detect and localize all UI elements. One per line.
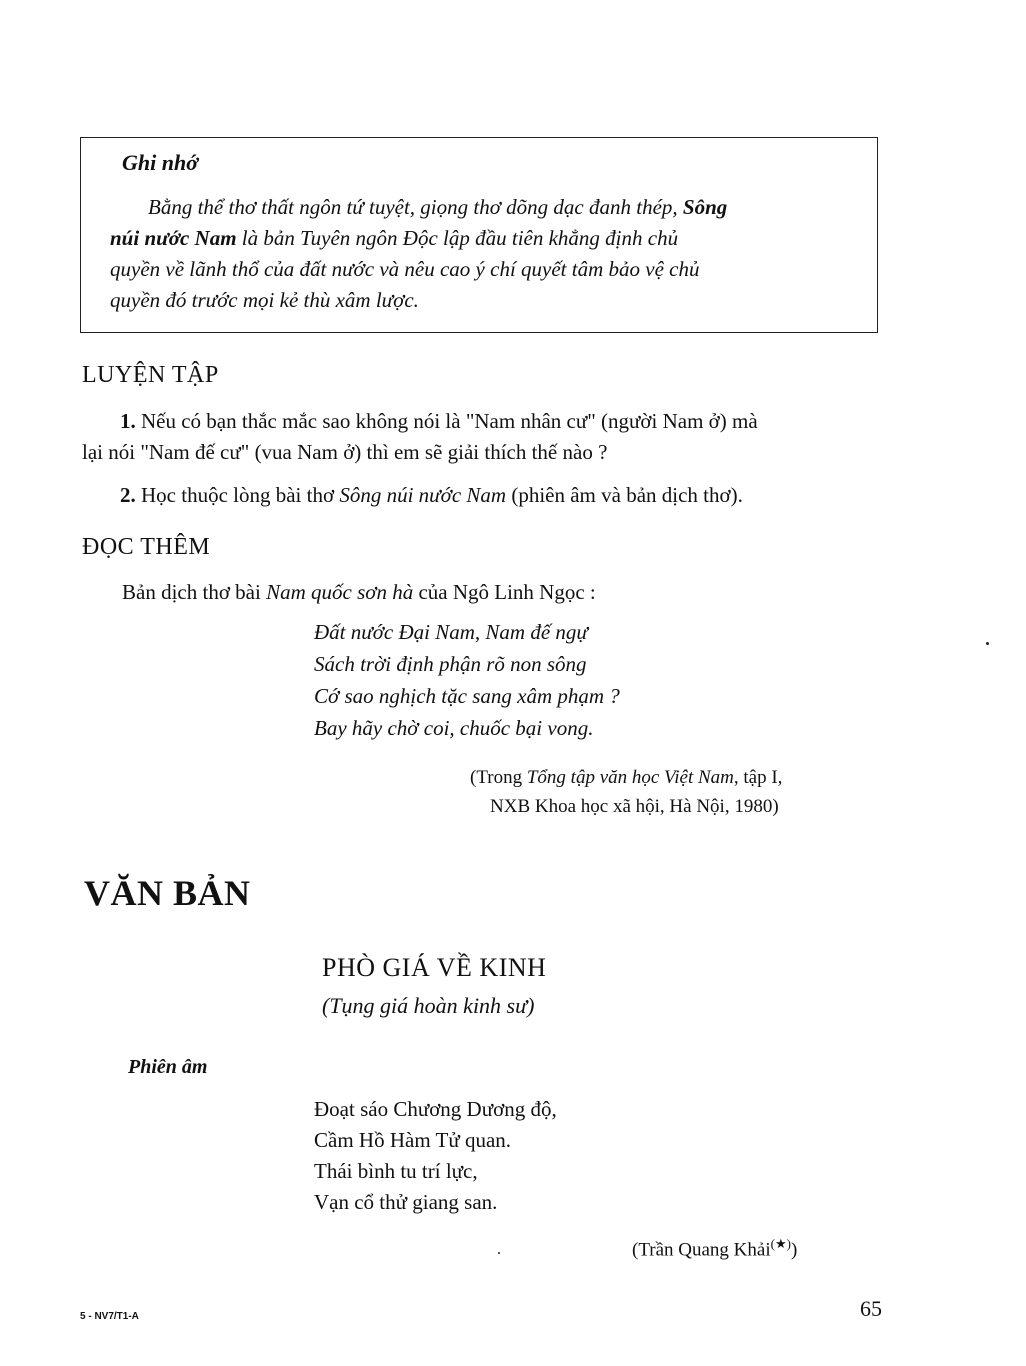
scan-speck [986, 642, 989, 645]
practice-question-1-line-1: 1. Nếu có bạn thắc mắc sao không nói là "Nam nhân cư" (người Nam ở) mà [120, 409, 758, 433]
further-reading-heading: ĐỌC THÊM [82, 534, 211, 560]
translation-poem-line: Đất nước Đại Nam, Nam đế ngự [314, 620, 588, 644]
work-title: PHÒ GIÁ VỀ KINH [322, 953, 547, 982]
footnote-mark: (★) [770, 1236, 791, 1251]
author-credit: (Trần Quang Khải(★)) [632, 1236, 798, 1261]
transliteration-line: Đoạt sáo Chương Dương độ, [314, 1097, 557, 1121]
translation-poem-line: Sách trời định phận rõ non sông [314, 652, 587, 676]
summary-line-2: núi nước Nam là bản Tuyên ngôn Độc lập đầu tiên khẳng định chủ [110, 226, 679, 250]
work-subtitle: (Tụng giá hoàn kinh sư) [322, 993, 535, 1018]
summary-line-4: quyền đó trước mọi kẻ thù xâm lược. [110, 288, 419, 312]
scan-speck [498, 1252, 500, 1254]
transliteration-line: Cầm Hồ Hàm Tử quan. [314, 1128, 512, 1152]
practice-question-1-line-2: lại nói "Nam đế cư" (vua Nam ở) thì em sẽ giải thích thế nào ? [82, 440, 608, 464]
practice-question-2: 2. Học thuộc lòng bài thơ Sông núi nước Nam (phiên âm và bản dịch thơ). [120, 483, 743, 507]
page-number: 65 [860, 1296, 882, 1321]
footer-code: 5 - NV7/T1-A [80, 1311, 139, 1322]
summary-title: Ghi nhớ [122, 150, 199, 175]
practice-heading: LUYỆN TẬP [82, 362, 219, 388]
citation-line-1: (Trong Tổng tập văn học Việt Nam, tập I, [470, 767, 783, 788]
transliteration-line: Thái bình tu trí lực, [314, 1159, 478, 1183]
summary-line-1: Bằng thể thơ thất ngôn tứ tuyệt, giọng thơ dõng dạc đanh thép, Sông [148, 195, 728, 219]
citation-line-2: NXB Khoa học xã hội, Hà Nội, 1980) [490, 796, 779, 817]
further-reading-intro: Bản dịch thơ bài Nam quốc sơn hà của Ngô Linh Ngọc : [122, 580, 596, 604]
section-label-van-ban: VĂN BẢN [84, 873, 251, 913]
transliteration-line: Vạn cổ thử giang san. [314, 1190, 498, 1214]
translation-poem-line: Bay hãy chờ coi, chuốc bại vong. [314, 716, 594, 740]
summary-line-3: quyền về lãnh thổ của đất nước và nêu cao ý chí quyết tâm bảo vệ chủ [110, 257, 700, 281]
transliteration-label: Phiên âm [128, 1056, 208, 1078]
translation-poem-line: Cớ sao nghịch tặc sang xâm phạm ? [314, 684, 620, 708]
